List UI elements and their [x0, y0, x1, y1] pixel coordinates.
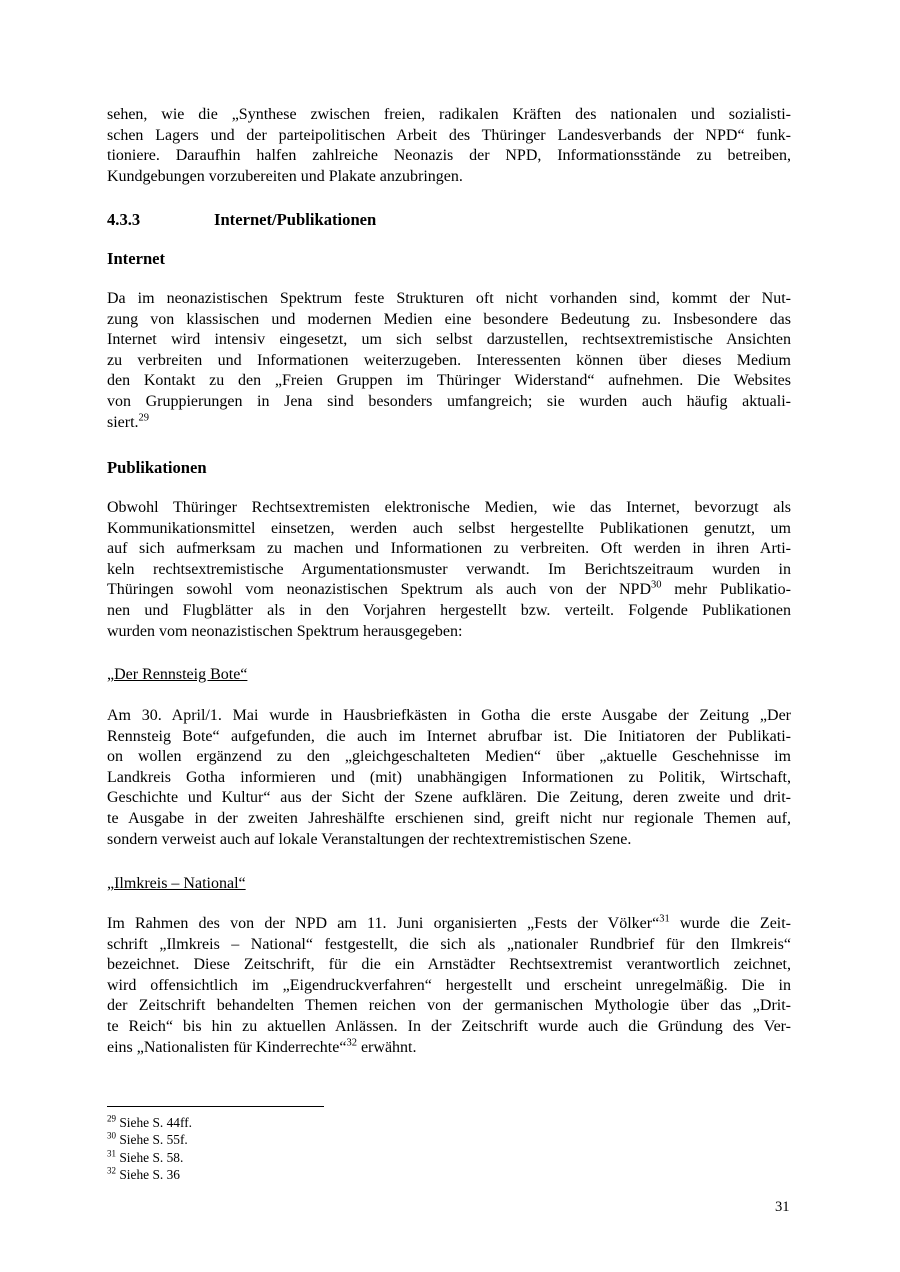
text-fragment: wurde die Zeit-: [669, 915, 792, 932]
text-line: Kundgebungen vorzubereiten und Plakate anzubringen.: [107, 167, 463, 185]
text-fragment: Thüringen sowohl vom neonazistischen Spektrum als auch von der NPD: [107, 581, 652, 599]
footnote-text: Siehe S. 36: [116, 1166, 180, 1182]
text-line: nen und Flugblätter als in den Vorjahren hergestellt bzw. verteilt. Folgende Publikationen: [107, 601, 791, 619]
text-line: [107, 414, 791, 435]
footnote-text: Siehe S. 58.: [116, 1149, 184, 1165]
text-line: wurden vom neonazistischen Spektrum herausgegeben:: [107, 622, 463, 640]
text-line: der Zeitschrift behandelten Themen reichen von der germanischen Mythologie über das „Drit-: [107, 997, 791, 1015]
ilmkreis-paragraph: [107, 915, 791, 1059]
footnote-divider: [107, 1106, 324, 1107]
footnotes: [107, 1114, 192, 1183]
text-line: den Kontakt zu den „Freien Gruppen im Thüringer Widerstand“ aufnehmen. Die Websites: [107, 372, 791, 390]
section-number: 4.3.3: [107, 210, 141, 229]
internet-paragraph: [107, 290, 791, 434]
text-line: Kommunikationsmittel einsetzen, werden auch selbst hergestellte Publikationen genutzt, um: [107, 519, 791, 537]
footnote-ref[interactable]: 29: [138, 412, 150, 424]
text-line: Landkreis Gotha informieren und (mit) unabhängigen Informationen zu Politik, Wirtschaft,: [107, 768, 791, 786]
text-line: Am 30. April/1. Mai wurde in Hausbriefkästen in Gotha die erste Ausgabe der Zeitung „Der: [107, 707, 791, 724]
footnote-number: 32: [107, 1165, 116, 1176]
text-line: te Ausgabe in der zweiten Jahreshälfte erschienen sind, greift nicht nur regionale Themen auf,: [107, 809, 791, 827]
footnote-number: 29: [107, 1113, 116, 1124]
footnote: [107, 1149, 192, 1166]
footnote-number: 30: [107, 1130, 116, 1141]
rennsteig-heading: „Der Rennsteig Bote“: [107, 666, 248, 683]
footnote-ref[interactable]: 30: [651, 580, 662, 592]
text-line: Rennsteig Bote“ aufgefunden, die auch im Internet abrufbar ist. Die Initiatoren der Publikati-: [107, 727, 791, 745]
ilmkreis-heading: „Ilmkreis – National“: [107, 875, 246, 892]
text-line: von Gruppierungen in Jena sind besonders umfangreich; sie wurden auch häufig aktuali-: [107, 392, 791, 410]
text-line: Da im neonazistischen Spektrum feste Strukturen oft nicht vorhanden sind, kommt der Nut-: [107, 290, 791, 307]
text-line: keln rechtsextremistische Argumentationsmuster verwandt. Im Berichtszeitraum wurden in: [107, 560, 791, 578]
footnote-text: Siehe S. 44ff.: [116, 1115, 193, 1130]
internet-heading: Internet: [107, 249, 166, 268]
footnote-text: Siehe S. 55f.: [116, 1132, 188, 1148]
text-fragment: Im Rahmen des von der NPD am 11. Juni organisierten „Fests der Völker“: [107, 915, 660, 932]
section-title: Internet/Publikationen: [214, 210, 377, 229]
text-line: sondern verweist auch auf lokale Veranstaltungen der rechtextremistischen Szene.: [107, 830, 632, 848]
text-line: Internet wird intensiv eingesetzt, um sich selbst darzustellen, rechtsextremistische Ansichten: [107, 331, 791, 349]
text-fragment: siert.: [107, 413, 139, 431]
text-line: wird offensichtlich im „Eigendruckverfahren“ hergestellt und erscheint unregelmäßig. Die in: [107, 976, 791, 994]
rennsteig-paragraph: [107, 707, 791, 851]
footnote-number: 31: [107, 1148, 116, 1159]
intro-paragraph: [107, 106, 791, 188]
text-line: zu verbreiten und Informationen weiterzugeben. Interessenten können über dieses Medium: [107, 351, 791, 369]
text-line: bezeichnet. Diese Zeitschrift, für die ein Arnstädter Rechtsextremist verantwortlich zeichnet,: [107, 956, 791, 974]
text-fragment: erwähnt.: [356, 1038, 417, 1056]
footnote: [107, 1114, 192, 1131]
section-heading: [107, 210, 376, 231]
text-line: auf sich aufmerksam zu machen und Informationen zu verbreiten. Oft werden in ihren Arti-: [107, 540, 791, 558]
publikationen-paragraph: [107, 499, 791, 643]
footnote: [107, 1131, 192, 1148]
text-line: Obwohl Thüringer Rechtsextremisten elektronische Medien, wie das Internet, bevorzugt als: [107, 499, 791, 516]
text-line: schrift „Ilmkreis – National“ festgestellt, die sich als „nationaler Rundbrief für den Ilmkreis“: [107, 935, 791, 953]
text-line: [107, 581, 791, 602]
footnote-ref[interactable]: 32: [346, 1037, 357, 1049]
text-line: te Reich“ bis hin zu aktuellen Anlässen. In der Zeitschrift wurde auch die Gründung des Ver-: [107, 1017, 791, 1035]
text-line: [107, 1039, 791, 1060]
page-number: 31: [775, 1199, 790, 1215]
footnote: [107, 1166, 192, 1183]
text-line: [107, 915, 791, 936]
footnote-ref[interactable]: 31: [659, 913, 670, 925]
text-line: schen Lagers und der parteipolitischen Arbeit des Thüringer Landesverbands der NPD“ funk-: [107, 126, 791, 144]
text-line: on wollen ergänzend zu den „gleichgeschalteten Medien“ über „aktuelle Geschehnisse im: [107, 748, 791, 766]
publikationen-heading: Publikationen: [107, 458, 207, 477]
text-line: sehen, wie die „Synthese zwischen freien, radikalen Kräften des nationalen und sozialisti-: [107, 106, 791, 123]
text-line: tioniere. Daraufhin halfen zahlreiche Neonazis der NPD, Informationsstände zu betreiben,: [107, 147, 791, 165]
text-fragment: mehr Publikatio-: [661, 581, 792, 599]
text-line: zung von klassischen und modernen Medien eine besondere Bedeutung zu. Insbesondere das: [107, 310, 791, 328]
text-fragment: eins „Nationalisten für Kinderrechte“: [107, 1038, 347, 1056]
text-line: Geschichte und Kultur“ aus der Sicht der Szene aufklären. Die Zeitung, deren zweite und drit-: [107, 789, 791, 807]
